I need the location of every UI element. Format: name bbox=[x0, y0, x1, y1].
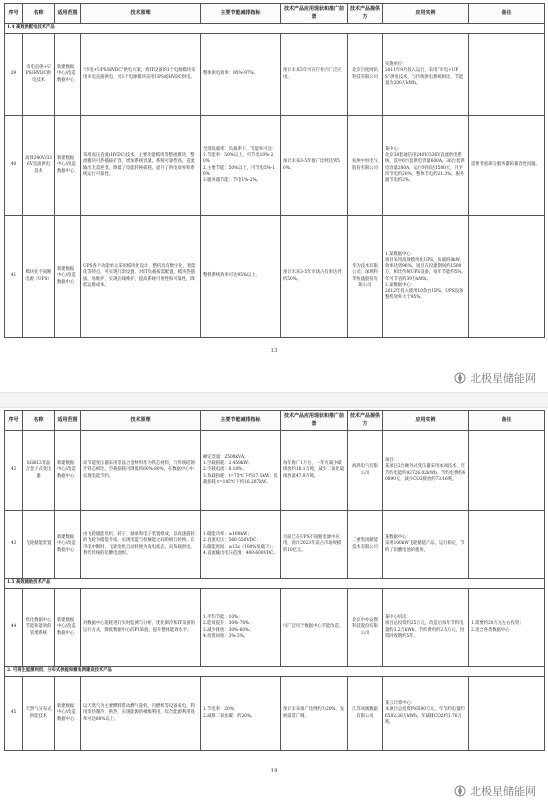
row-remark bbox=[469, 431, 545, 511]
row-principle: "市电+UPS/HVDC"供电方案，将IT设备的1个电源模块采用市电直接供电，另1个电源模块采用UPS或HVDC供电。 bbox=[81, 34, 201, 116]
row-scope: 新建数据中心/改造数据中心 bbox=[55, 431, 81, 511]
page-separator bbox=[0, 392, 548, 408]
row-name: 模块化不间断电源（UPS） bbox=[23, 216, 55, 338]
header-scope: 适用范围 bbox=[55, 411, 81, 431]
header-name: 名称 bbox=[23, 411, 55, 431]
row-example bbox=[383, 216, 469, 338]
header-status: 技术产品应用现状和推广前景 bbox=[281, 4, 348, 24]
row-no: 41 bbox=[5, 216, 23, 338]
row-scope: 新建数据中心/改造数据中心 bbox=[55, 34, 81, 116]
header-example: 应用实例 bbox=[383, 411, 469, 431]
example-line: 某中心： bbox=[385, 147, 403, 153]
document-page-14 bbox=[0, 408, 548, 800]
example-line: 项目采用高效模块化UPS，负载约8kW，效率达到96%，项目在投建期间约1500万，相比传统UPS设备，每年节能约5%，年可节省约39万kWh。 bbox=[385, 258, 466, 282]
table-row bbox=[5, 116, 545, 216]
example-line: 2012年投入使用10余台UPS，UPS设备整机效率大于95%。 bbox=[385, 288, 464, 300]
header-remark: 备注 bbox=[469, 4, 545, 24]
row-principle: 采用高压直流(HVDC)技术，主要功能模块等整流模块，整流模块可热插拔扩容，增加系统容量。系统可靠性高，直流输出无需逆变，降低了电能转换损耗，提升了供电效率和系统运行可靠性。 bbox=[81, 116, 201, 216]
row-indicators: 额定容量：2500kVA； 1.空载损耗：2.458kW； 2.空载电流：0.18%； 3.负载损耗：t=75℃下约17.1kW；负载损耗 t=145℃下约16.297kW。 bbox=[201, 431, 281, 511]
page-number: 13 bbox=[270, 348, 278, 354]
row-indicators: 1.节电率：20%； 2.减排二氧化碳：约20%。 bbox=[201, 677, 281, 751]
row-scope: 新建数据中心/改造数据中心 bbox=[55, 216, 81, 338]
compass-logo-icon bbox=[454, 785, 468, 797]
tech-table-page-13 bbox=[4, 3, 545, 338]
row-provider: 二重集团储能技术有限公司 bbox=[348, 511, 383, 579]
row-remark bbox=[469, 511, 545, 579]
row-remark: 1.需要约20万元左右投资； 2.适合各类数据中心 bbox=[469, 589, 545, 667]
row-principle: 该节能变压器采用非晶合金材料作为铁芯材料，与传统硅钢片铁芯相比，空载损耗可降低约60%-80%，在数据中心中实现电能节约。 bbox=[81, 431, 201, 511]
row-indicators: 全部负载率：负载率下，节能率可达： 1.节能率：50%以上，可节电10%-20% 2.主要节能：50%以上，可节电5%-10% 3.服务器节能：节电1%-2%。 bbox=[201, 116, 281, 216]
header-principle: 技术原理 bbox=[81, 4, 201, 24]
example-line: 本项目总投资约6500万元，年节约电量约6582.38万kWh，年减排CO2约1.76万吨。 bbox=[385, 707, 465, 725]
tech-table-page-14 bbox=[4, 410, 545, 751]
row-example bbox=[383, 34, 469, 116]
row-principle: 对数据中心能耗进行实时监测与分析，优化制冷和IT设备的运行方式，降低数据中心的PUE值，提升整体能效水平。 bbox=[81, 589, 201, 667]
row-status: 预计未来推广比例约为20%，发展前景广阔。 bbox=[281, 677, 348, 751]
header-example: 应用实例 bbox=[383, 4, 469, 24]
row-example bbox=[383, 589, 469, 667]
example-line: 实施单位： bbox=[385, 62, 407, 68]
header-status: 技术产品应用现状和推广前景 bbox=[281, 411, 348, 431]
row-indicators: 整机系统效率可达95%以上。 bbox=[201, 216, 281, 338]
row-no: 42 bbox=[5, 431, 23, 511]
row-name: 天然气分布式供能技术 bbox=[23, 677, 55, 751]
row-remark bbox=[469, 216, 545, 338]
header-remark: 备注 bbox=[469, 411, 545, 431]
row-scope: 新建数据中心/改造数据中心 bbox=[55, 511, 81, 579]
row-scope: 新建数据中心/改造数据中心 bbox=[55, 589, 81, 667]
row-remark bbox=[469, 34, 545, 116]
header-no: 序号 bbox=[5, 4, 23, 24]
table-row bbox=[5, 589, 545, 667]
row-principle: 由飞轮储能电机、转子、轴承和电子装置组成，以高速旋转的飞轮为储能介质，实现电能与机械能之间的相互转换。在市电中断时，飞轮电机自动转换为发电状态，向负载供电，替代传统的铅酸电池组。 bbox=[81, 511, 201, 579]
row-principle: UPS各个功能单元采用模块化设计，整机具有数字化、智能化等特点，可实现冗余设置，对IT负载按需配置，模块热插拔，易维护，实现在线维护，提高系统可用性和可靠性，降低运维成本。 bbox=[81, 216, 201, 338]
row-provider: 华为技术有限公司、深圳科华恒盛股份有限公司 bbox=[348, 216, 383, 338]
table-row bbox=[5, 34, 545, 116]
row-name: SGB13非晶合金干式变压器 bbox=[23, 431, 55, 511]
watermark bbox=[454, 370, 536, 386]
header-name: 名称 bbox=[23, 4, 55, 24]
example-line: 某项目2台额外式变压器采用本项技术，年节约电能约82726.02kWh，节约电费约60890元，减少CO2排放约73.16吨。 bbox=[385, 464, 466, 482]
row-provider: 杭州中恒电气股份有限公司 bbox=[348, 116, 383, 216]
example-line: 1.某数据中心： bbox=[385, 252, 415, 258]
example-line: 项目总投资约25万元，改造后每年节约电量约3.2万kWh，节约费用约2.5万元，投资回收期约5年。 bbox=[385, 621, 465, 639]
header-scope: 适用范围 bbox=[55, 4, 81, 24]
row-remark: 需要考虑部分服务器的兼容性问题。 bbox=[469, 116, 545, 216]
row-name: 飞轮储能装置 bbox=[23, 511, 55, 579]
example-line: 某中心机房： bbox=[385, 615, 411, 621]
example-line: 某数据中心： bbox=[385, 535, 411, 541]
example-line: 采用100kW飞轮储能产品，运行稳定，节约了铅酸电池的使用。 bbox=[385, 541, 465, 553]
watermark bbox=[454, 783, 536, 799]
example-line: 2.某数据中心： bbox=[385, 282, 415, 288]
table-row bbox=[5, 431, 545, 511]
row-example bbox=[383, 116, 469, 216]
row-status: 目前已在UPS不间断电源中应用，预计2023年前占市场规模的10亿元。 bbox=[281, 511, 348, 579]
header-provider: 技术产品提供方 bbox=[348, 4, 383, 24]
row-no: 39 bbox=[5, 34, 23, 116]
page-number: 14 bbox=[270, 768, 278, 774]
row-scope: 新建数据中心/改造数据中心 bbox=[55, 677, 81, 751]
row-provider: 北京百度网讯科技有限公司 bbox=[348, 34, 383, 116]
row-provider: 北京中亦安图科技股份有限公司 bbox=[348, 589, 383, 667]
row-no: 44 bbox=[5, 589, 23, 667]
row-name: 优化数据中心节能和能效的管理系统 bbox=[23, 589, 55, 667]
row-status: 预计未来5年可在行业内广泛应用。 bbox=[281, 34, 348, 116]
row-no: 40 bbox=[5, 116, 23, 216]
row-no: 43 bbox=[5, 511, 23, 579]
row-indicators: 1.平均节能：10%； 2.能效提升：30%-70%； 3.减少排放：30%-60%； 4.投资回收：3%-3%。 bbox=[201, 589, 281, 667]
row-example bbox=[383, 511, 469, 579]
section-title: 1.5 高效辅助技术产品 bbox=[5, 579, 545, 589]
header-indicators: 主要节能减排指标 bbox=[201, 411, 281, 431]
header-indicators: 主要节能减排指标 bbox=[201, 4, 281, 24]
row-name: 高效240V/336V直流供电技术 bbox=[23, 116, 55, 216]
row-example bbox=[383, 431, 469, 511]
row-name: 市电直供+UPS/HVDC供电技术 bbox=[23, 34, 55, 116]
header-no: 序号 bbox=[5, 411, 23, 431]
row-example bbox=[383, 677, 469, 751]
document-page-13 bbox=[0, 0, 548, 392]
example-line: 2011年9月投入运行，采用“市电+UPS”供电技术，与传统供电系统相比，节能量为200万kWh。 bbox=[385, 68, 464, 86]
compass-logo-icon bbox=[454, 372, 468, 384]
row-provider: 海鸿电气有限公司 bbox=[348, 431, 383, 511]
row-status: 预计未来3-5年市场占有率达到约50%。 bbox=[281, 216, 348, 338]
row-scope: 新建数据中心/改造数据中心 bbox=[55, 116, 81, 216]
table-row bbox=[5, 216, 545, 338]
row-no: 45 bbox=[5, 677, 23, 751]
section-title: 2. 可再生能源利用、分布式供能和微电网建设技术产品 bbox=[5, 667, 545, 677]
row-principle: 以天然气为主要燃料带动燃气轮机、内燃机等设备发电，利用余热制冷、供热，实现能源的梯级利用，综合能源利用效率可达80%以上。 bbox=[81, 677, 201, 751]
row-status: 每年推广1万台，一年可减少碳排放约18.1万吨，减少二氧化硫排放量47.9万吨。 bbox=[281, 431, 348, 511]
watermark-text: 北极星储能网 bbox=[470, 785, 536, 798]
example-line: 北京38套通信用240V/336V直流供电系统，其中6台套供电容量600A，36台套供电容量200A，运行时间达1500天，月平均节电约20%，整体节电约21.3%，服务器节电约2%。 bbox=[385, 153, 465, 183]
table-row bbox=[5, 677, 545, 751]
row-indicators: 整体供电效率：95%-97%。 bbox=[201, 34, 281, 116]
row-status: 可广泛用于数据中心节能改造。 bbox=[281, 589, 348, 667]
table-row bbox=[5, 511, 545, 579]
row-remark bbox=[469, 677, 545, 751]
example-line: 项目： bbox=[385, 458, 398, 464]
watermark-text: 北极星储能网 bbox=[470, 372, 536, 385]
header-provider: 技术产品提供方 bbox=[348, 411, 383, 431]
header-principle: 技术原理 bbox=[81, 411, 201, 431]
row-status: 预计未来3-5年推广比例达到50%。 bbox=[281, 116, 348, 216]
row-provider: 江苏凤凰数据有限公司 bbox=[348, 677, 383, 751]
row-indicators: 1.储能功率：≥100kW； 2.直流电压：560-550VDC； 3.储能时间：≥15s（100%负载下）； 4.直流输出电压范围：400-600VDC。 bbox=[201, 511, 281, 579]
example-line: 某云计算中心： bbox=[385, 701, 416, 707]
section-title: 1.4 高效供配电技术产品 bbox=[5, 24, 545, 34]
